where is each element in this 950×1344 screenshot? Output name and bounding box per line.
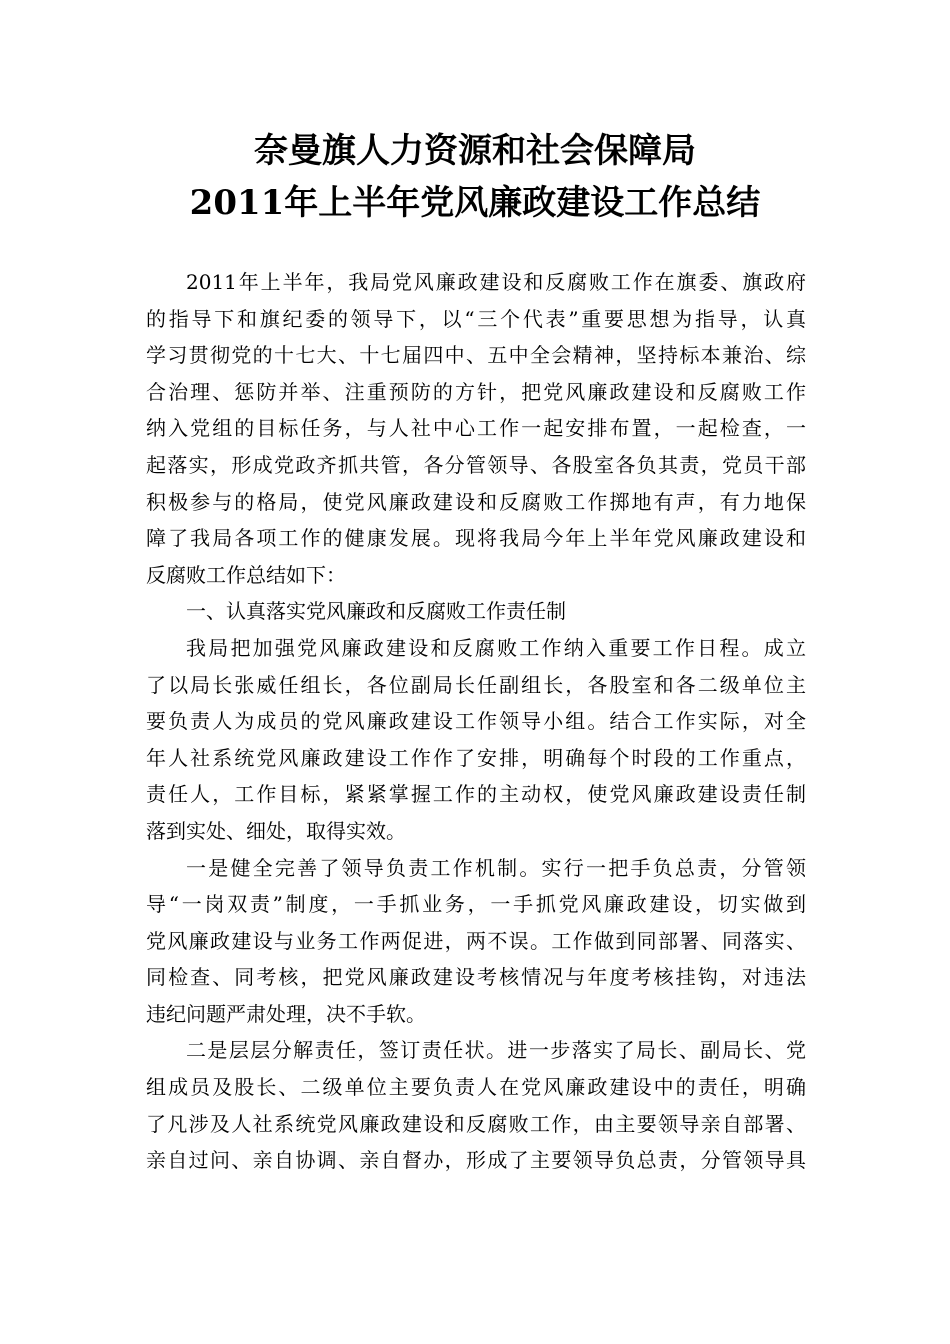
text-line: 落到实处、细处，取得实效。 xyxy=(146,818,406,843)
text-line: 要负责人为成员的党风廉政建设工作领导小组。结合工作实际，对全 xyxy=(146,709,806,734)
text-line: 纳入党组的目标任务，与人社中心工作一起安排布置，一起检查，一 xyxy=(146,416,806,441)
text-line: 二是层层分解责任，签订责任状。进一步落实了局长、副局长、党 xyxy=(186,1038,806,1063)
text-line: 了以局长张威任组长，各位副局长任副组长，各股室和各二级单位主 xyxy=(146,672,806,697)
text-line: 的指导下和旗纪委的领导下，以“三个代表”重要思想为指导，认真 xyxy=(146,306,806,331)
text-line: 了凡涉及人社系统党风廉政建设和反腐败工作，由主要领导亲自部署、 xyxy=(146,1111,806,1136)
text-line: 亲自过问、亲自协调、亲自督办，形成了主要领导负总责，分管领导具 xyxy=(146,1148,806,1173)
text-line: 导“一岗双责”制度，一手抓业务，一手抓党风廉政建设，切实做到 xyxy=(146,892,806,917)
document-body xyxy=(146,264,806,1179)
text-line: 违纪问题严肃处理，决不手软。 xyxy=(146,1001,426,1026)
text-line: 障了我局各项工作的健康发展。现将我局今年上半年党风廉政建设和 xyxy=(146,526,806,551)
text-line: 同检查、同考核，把党风廉政建设考核情况与年度考核挂钩，对违法 xyxy=(146,965,806,990)
document-title-line-1: 奈曼旗人力资源和社会保障局 xyxy=(254,131,696,171)
text-line: 组成员及股长、二级单位主要负责人在党风廉政建设中的责任，明确 xyxy=(146,1075,806,1100)
text-line: 学习贯彻党的十七大、十七届四中、五中全会精神，坚持标本兼治、综 xyxy=(146,343,806,368)
document-title-line-2: 2011年上半年党风廉政建设工作总结 xyxy=(189,183,761,223)
text-line: 反腐败工作总结如下： xyxy=(146,562,346,587)
text-line: 2011年上半年，我局党风廉政建设和反腐败工作在旗委、旗政府 xyxy=(186,270,806,294)
text-line: 积极参与的格局，使党风廉政建设和反腐败工作掷地有声，有力地保 xyxy=(146,489,806,514)
text-line: 起落实，形成党政齐抓共管，各分管领导、各股室各负其责，党员干部 xyxy=(146,452,806,477)
text-line: 一是健全完善了领导负责工作机制。实行一把手负总责，分管领 xyxy=(186,855,806,880)
text-line: 责任人，工作目标，紧紧掌握工作的主动权，使党风廉政建设责任制 xyxy=(146,782,806,807)
text-line: 党风廉政建设与业务工作两促进，两不误。工作做到同部署、同落实、 xyxy=(146,928,806,953)
text-line: 年人社系统党风廉政建设工作作了安排，明确每个时段的工作重点， xyxy=(146,745,806,770)
text-line: 合治理、惩防并举、注重预防的方针，把党风廉政建设和反腐败工作 xyxy=(146,379,806,404)
text-line: 一、认真落实党风廉政和反腐败工作责任制 xyxy=(186,599,566,624)
text-line: 我局把加强党风廉政建设和反腐败工作纳入重要工作日程。成立 xyxy=(186,635,806,660)
